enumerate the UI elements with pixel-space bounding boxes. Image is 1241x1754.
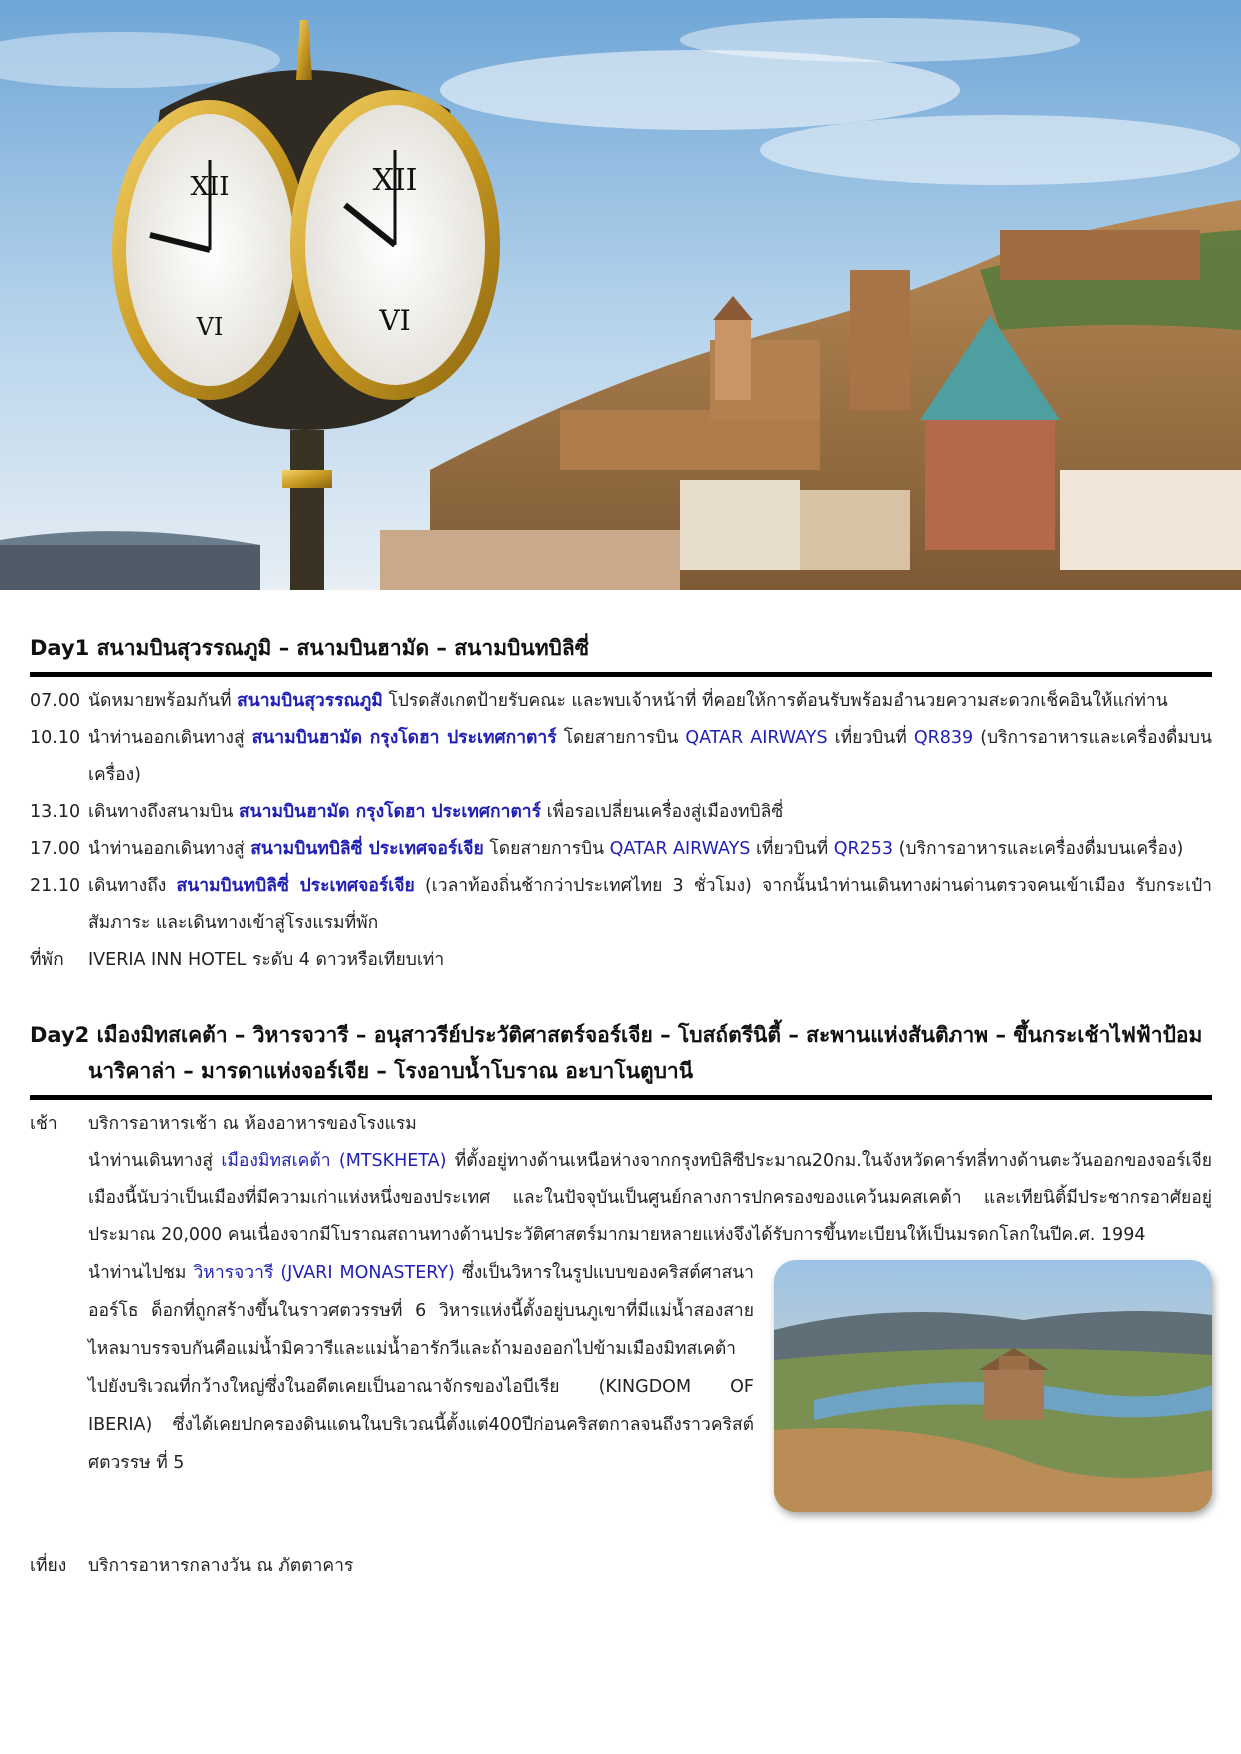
day1-item-1700 <box>30 831 1212 868</box>
svg-text:VI: VI <box>379 304 411 337</box>
item-desc: นำท่านออกเดินทางสู่ สนามบินฮามัด กรุงโดฮา ประเทศกาตาร์ โดยสายการบิน QATAR AIRWAYS เที่ยวบินที่ QR839 (บริการอาหารและเครื่องดื่มบนเครื่อง) <box>88 728 1212 785</box>
item-time: 17.00 <box>30 839 81 859</box>
meal-label: เที่ยง <box>30 1556 67 1576</box>
item-time: 07.00 <box>30 691 81 711</box>
stay-label: ที่พัก <box>30 950 64 970</box>
meal-label: เช้า <box>30 1114 58 1134</box>
day2-title-line2: นาริคาล่า – มารดาแห่งจอร์เจีย – โรงอาบน้ำโบราณ อะบาโนตูบานี <box>88 1059 694 1083</box>
day2-mtskheta <box>30 1143 1212 1254</box>
day2-jvari-block <box>30 1254 1212 1512</box>
meal-text: บริการอาหารเช้า ณ ห้องอาหารของโรงแรม <box>88 1114 417 1134</box>
day2-breakfast <box>30 1106 1212 1143</box>
day1-item-2110 <box>30 868 1212 942</box>
mtskheta-paragraph: นำท่านเดินทางสู่ เมืองมิทสเคต้า (MTSKHETA) ที่ตั้งอยู่ทางด้านเหนือห่างจากกรุงทบิลิซีประมาณ20กม.ในจังหวัดคาร์ทลี่ทางด้านตะวันออกของจอร์เจียเมืองนี้นับว่าเป็นเมืองที่มีความเก่าแห่งหนึ่งของประเทศ และในปัจจุบันเป็นศูนย์กลางการปกครองของแคว้นมคสเคต้า และเทียนิติ้มีประชากรอาศัยอยู่ประมาณ 20,000 คนเนื่องจากมีโบราณสถานทางด้านประวัติศาสตร์มากมายหลายแห่งจึงได้รับการขึ้นทะเบียนให้เป็นมรดกโลกในปีค.ศ. 1994 <box>88 1151 1212 1245</box>
day2-divider <box>30 1095 1212 1100</box>
item-desc: นัดหมายพร้อมกันที่ สนามบินสุวรรณภูมิ โปรดสังเกตป้ายรับคณะ และพบเจ้าหน้าที่ ที่คอยให้การต้อนรับพร้อมอำนวยความสะดวกเช็คอินให้แก่ท่าน <box>88 691 1168 711</box>
stay-text: IVERIA INN HOTEL ระดับ 4 ดาวหรือเทียบเท่า <box>88 950 445 970</box>
monastery-landscape-illustration <box>774 1260 1212 1512</box>
day1-item-1310 <box>30 794 1212 831</box>
meal-text: บริการอาหารกลางวัน ณ ภัตตาคาร <box>88 1556 354 1576</box>
item-desc: เดินทางถึง สนามบินทบิลิซี่ ประเทศจอร์เจีย (เวลาท้องถิ่นช้ากว่าประเทศไทย 3 ชั่วโมง) จากนั้นนำท่านเดินทางผ่านด่านตรวจคนเข้าเมือง รับกระเป๋าสัมภาระ และเดินทางเข้าสู่โรงแรมที่พัก <box>88 876 1213 933</box>
day1-title: Day1 สนามบินสุวรรณภูมิ – สนามบินฮามัด – สนามบินทบิลิซี่ <box>30 636 590 660</box>
day1-item-1010 <box>30 720 1212 794</box>
day2-lunch <box>30 1548 1212 1585</box>
item-time: 21.10 <box>30 876 81 896</box>
day2-title-line1: Day2 เมืองมิทสเคต้า – วิหารจวารี – อนุสาวรีย์ประวัติศาสตร์จอร์เจีย – โบสถ์ตรีนิตี้ – สะพานแห่งสันติภาพ – ขึ้นกระเช้าไฟฟ้าป้อม <box>30 1023 1203 1047</box>
item-time: 13.10 <box>30 802 81 822</box>
hero-image <box>0 0 1241 590</box>
svg-text:XII: XII <box>372 163 418 198</box>
day1-accommodation <box>30 942 1212 979</box>
day1-divider <box>30 672 1212 677</box>
day1-item-0700 <box>30 683 1212 720</box>
jvari-paragraph: นำท่านไปชม วิหารจวารี (JVARI MONASTERY) ซึ่งเป็นวิหารในรูปแบบของคริสต์ศาสนาออร์โธ ด็อกที่ถูกสร้างขึ้นในราวศตวรรษที่ 6 วิหารแห่งนี้ตั้งอยู่บนภูเขาที่มีแม่น้ำสองสายไหลมาบรรจบกันคือแม่น้ำมิควารีและแม่น้ำอารักวีและถ้ามองออกไปข้ามเมืองมิทสเคต้าไปยังบริเวณที่กว้างใหญ่ซึ่งในอดีตเคยเป็นอาณาจักรของไอบีเรีย (KINGDOM OF IBERIA) ซึ่งได้เคยปกครองดินแดนในบริเวณนี้ตั้งแต่400ปีก่อนคริสตกาลจนถึงราวคริสต์ศตวรรษ ที่ 5 <box>88 1263 754 1473</box>
itinerary-content <box>30 630 1212 1585</box>
day2-title <box>30 1017 1212 1089</box>
svg-text:XII: XII <box>190 172 230 202</box>
item-desc: เดินทางถึงสนามบิน สนามบินฮามัด กรุงโดฮา ประเทศกาตาร์ เพื่อรอเปลี่ยนเครื่องสู่เมืองทบิลิซี่ <box>88 802 784 822</box>
item-time: 10.10 <box>30 728 81 748</box>
item-desc: นำท่านออกเดินทางสู่ สนามบินทบิลิซี่ ประเทศจอร์เจีย โดยสายการบิน QATAR AIRWAYS เที่ยวบินที่ QR253 (บริการอาหารและเครื่องดื่มบนเครื่อง) <box>88 839 1184 859</box>
jvari-monastery-photo <box>774 1260 1212 1512</box>
svg-text:VI: VI <box>196 313 224 341</box>
clock-tower-landscape-illustration <box>0 0 1241 590</box>
